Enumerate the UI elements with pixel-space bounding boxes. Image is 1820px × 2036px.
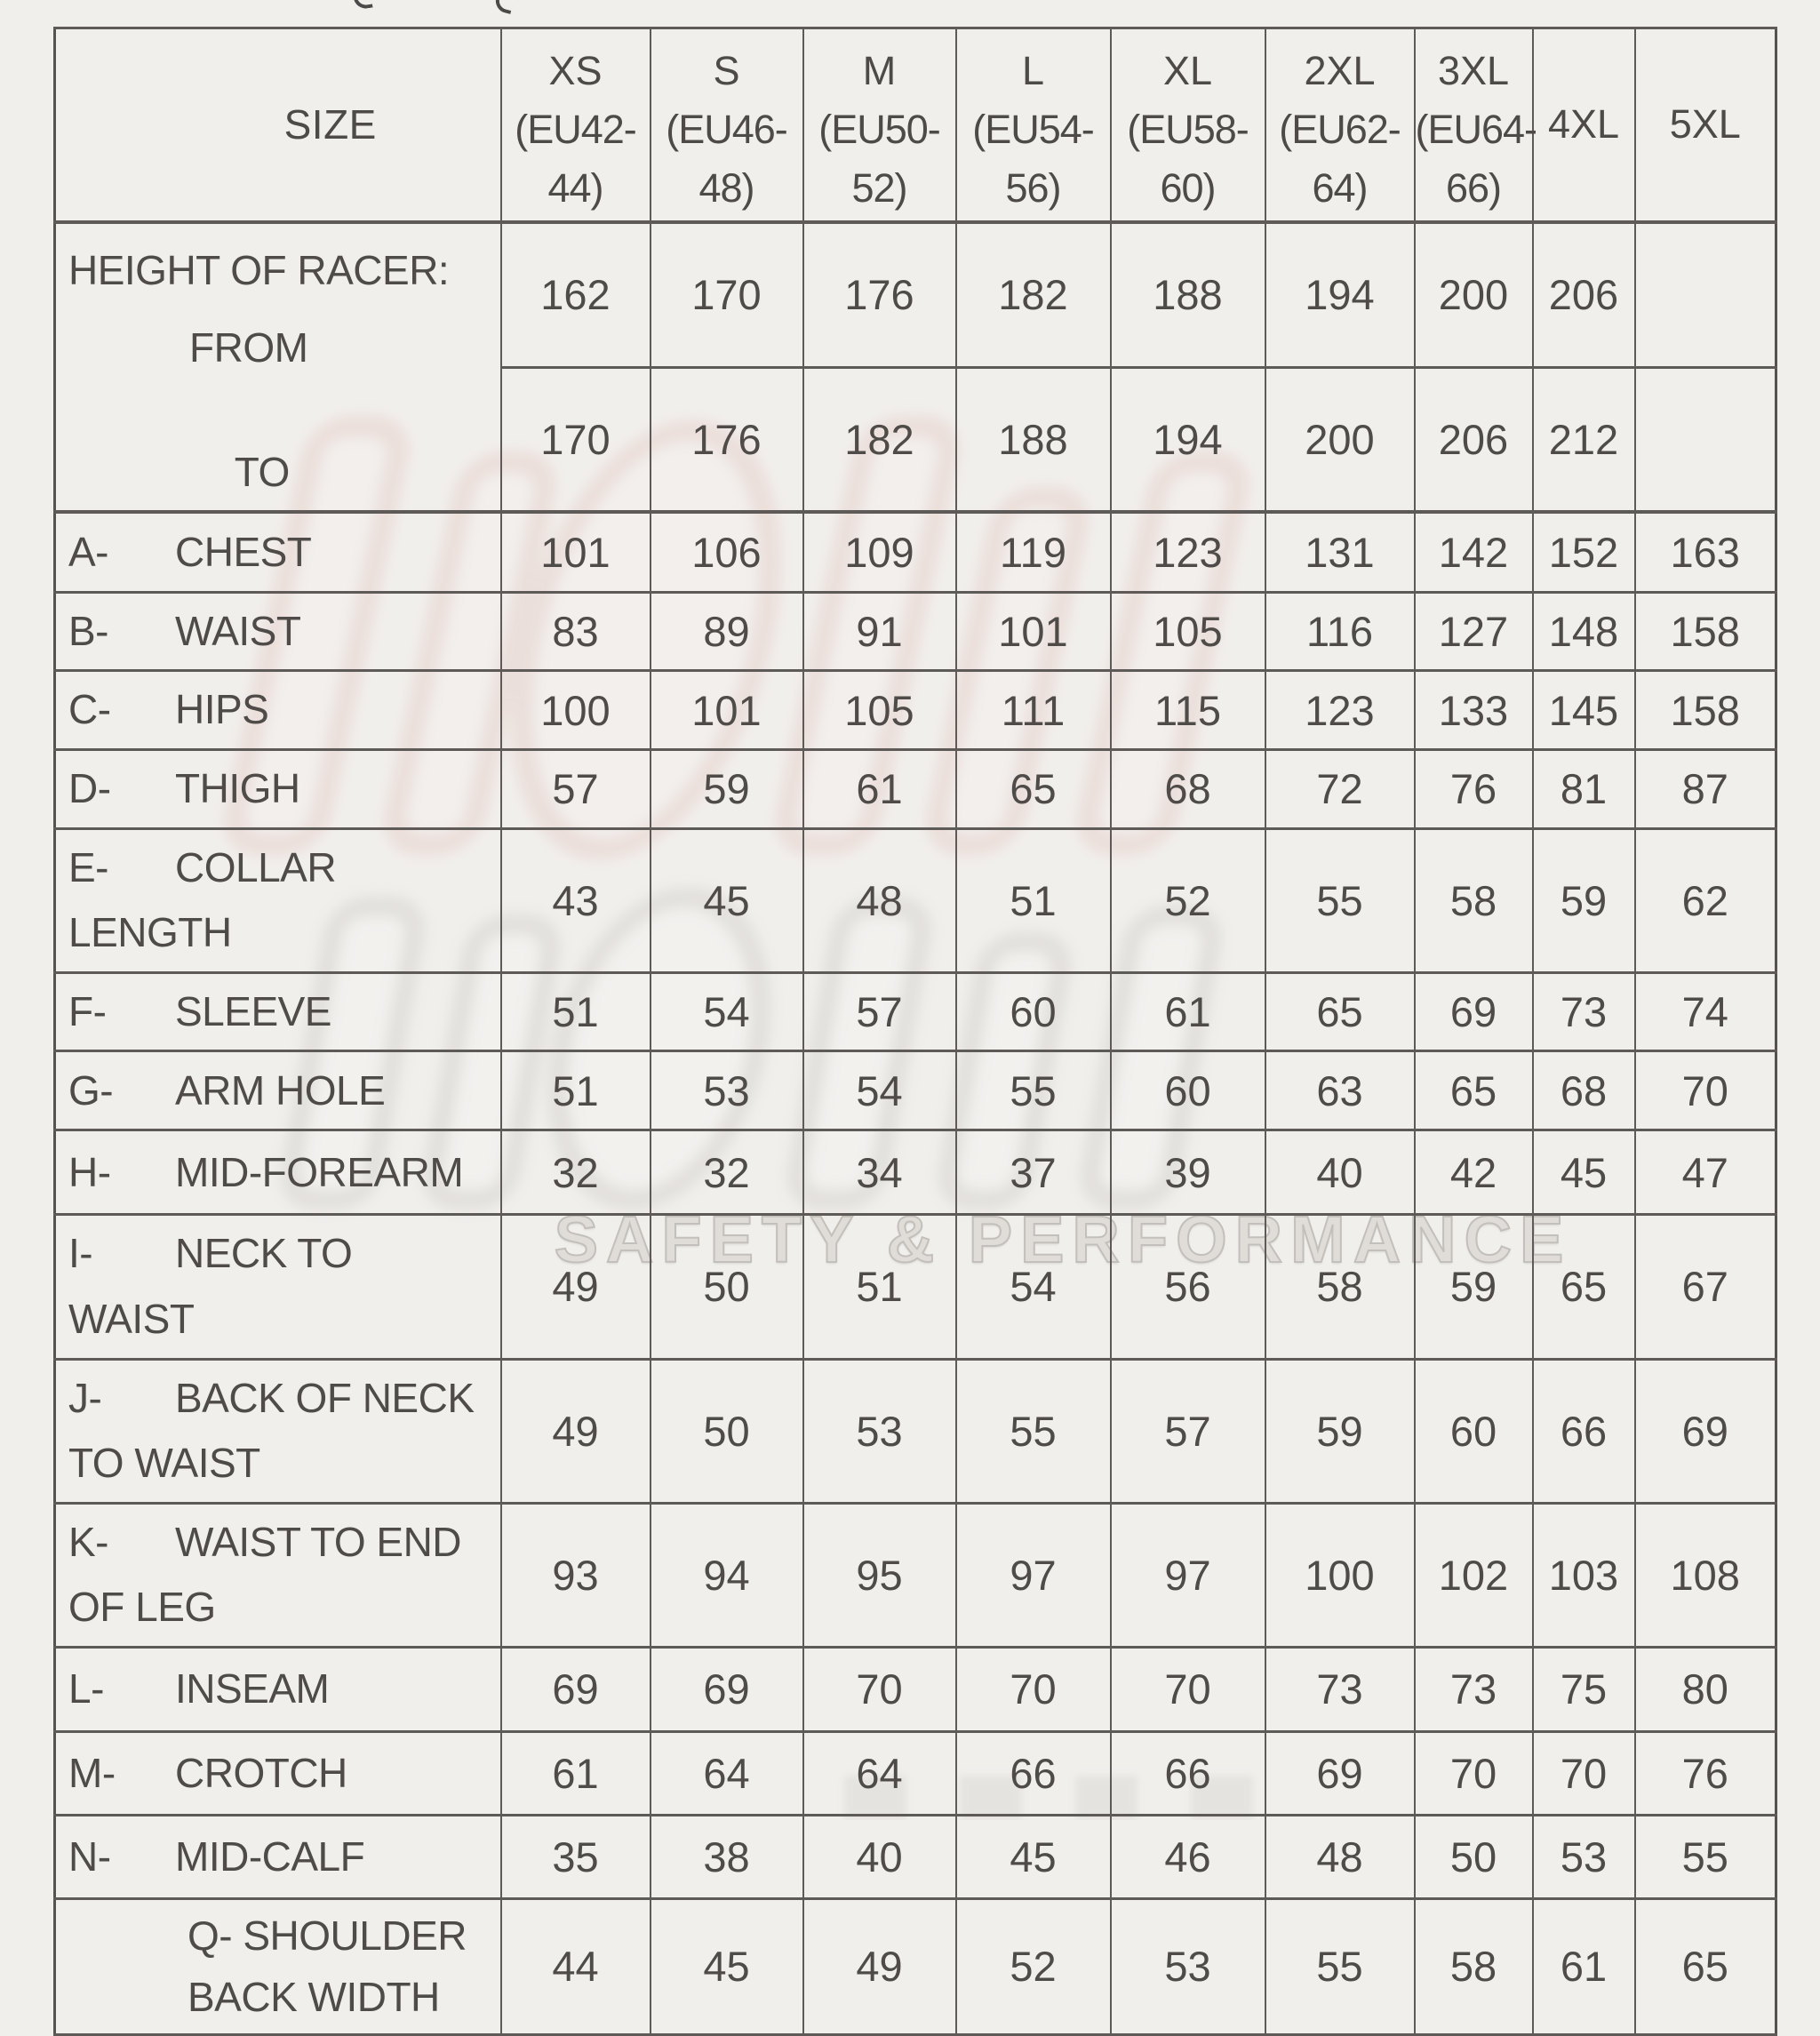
value-cell-neck-to-waist-xs: 49 bbox=[501, 1215, 651, 1359]
measurement-row-thigh bbox=[55, 749, 1776, 828]
column-header-eu-range: (EU62- bbox=[1279, 107, 1401, 152]
value-cell-inseam-s: 69 bbox=[651, 1647, 803, 1731]
measurement-row-waist bbox=[55, 592, 1776, 671]
row-label-text: MID-FOREARM bbox=[175, 1148, 464, 1195]
value-cell-crotch-xs: 61 bbox=[501, 1731, 651, 1815]
value-cell-back-of-neck-to-waist-2xl: 59 bbox=[1265, 1359, 1415, 1503]
value-cell-hips-2xl: 123 bbox=[1265, 671, 1415, 750]
value-cell-hips-3xl: 133 bbox=[1415, 671, 1533, 750]
value-cell-mid-calf-3xl: 50 bbox=[1415, 1815, 1533, 1898]
measurement-row-mid-calf bbox=[55, 1815, 1776, 1898]
value-cell-sleeve-xl: 61 bbox=[1111, 972, 1265, 1051]
column-header-label: 5XL bbox=[1669, 101, 1741, 148]
value-cell-hips-4xl: 145 bbox=[1533, 671, 1635, 750]
value-cell-neck-to-waist-xl: 56 bbox=[1111, 1215, 1265, 1359]
value-cell-height-to-2xl: 200 bbox=[1265, 368, 1415, 513]
measurement-row-crotch bbox=[55, 1731, 1776, 1815]
row-label-text: ARM HOLE bbox=[175, 1066, 386, 1114]
column-header-label: 2XL bbox=[1304, 48, 1376, 93]
value-cell-back-of-neck-to-waist-3xl: 60 bbox=[1415, 1359, 1533, 1503]
value-cell-chest-xs: 101 bbox=[501, 512, 651, 592]
value-cell-arm-hole-m: 54 bbox=[803, 1051, 956, 1130]
row-label-text: MID-CALF bbox=[175, 1832, 365, 1880]
value-cell-mid-forearm-2xl: 40 bbox=[1265, 1130, 1415, 1215]
value-cell-waist-to-end-of-leg-xs: 93 bbox=[501, 1503, 651, 1647]
value-cell-mid-calf-5xl: 55 bbox=[1635, 1815, 1776, 1898]
column-header-eu-range: (EU50- bbox=[818, 107, 940, 152]
value-cell-collar-length-l: 51 bbox=[956, 828, 1111, 972]
value-cell-q-shoulder-back-width-s: 45 bbox=[651, 1898, 803, 2034]
row-label-arm-hole bbox=[55, 1051, 501, 1130]
row-label-prefix: L- bbox=[68, 1665, 104, 1713]
row-label-mid-forearm bbox=[55, 1130, 501, 1215]
column-header-xl bbox=[1111, 28, 1265, 222]
value-cell-waist-to-end-of-leg-m: 95 bbox=[803, 1503, 956, 1647]
value-cell-height-to-xs: 170 bbox=[501, 368, 651, 513]
value-cell-back-of-neck-to-waist-m: 53 bbox=[803, 1359, 956, 1503]
value-cell-sleeve-4xl: 73 bbox=[1533, 972, 1635, 1051]
value-cell-back-of-neck-to-waist-4xl: 66 bbox=[1533, 1359, 1635, 1503]
column-header-eu-range: (EU46- bbox=[666, 107, 787, 152]
header-row bbox=[55, 28, 1776, 222]
row-label-text: THIGH bbox=[175, 764, 300, 811]
value-cell-hips-m: 105 bbox=[803, 671, 956, 750]
value-cell-arm-hole-l: 55 bbox=[956, 1051, 1111, 1130]
column-header-2xl bbox=[1265, 28, 1415, 222]
value-cell-collar-length-xs: 43 bbox=[501, 828, 651, 972]
value-cell-crotch-3xl: 70 bbox=[1415, 1731, 1533, 1815]
row-label-prefix: J- bbox=[68, 1374, 102, 1421]
row-label-collar-length bbox=[55, 828, 501, 972]
value-cell-collar-length-xl: 52 bbox=[1111, 828, 1265, 972]
value-cell-hips-xl: 115 bbox=[1111, 671, 1265, 750]
value-cell-height-from-xs: 162 bbox=[501, 222, 651, 368]
value-cell-back-of-neck-to-waist-l: 55 bbox=[956, 1359, 1111, 1503]
value-cell-inseam-l: 70 bbox=[956, 1647, 1111, 1731]
row-label-text: BACK OF NECK TO WAIST bbox=[68, 1374, 475, 1487]
value-cell-crotch-5xl: 76 bbox=[1635, 1731, 1776, 1815]
column-header-label: XS bbox=[548, 48, 603, 93]
row-label-prefix: G- bbox=[68, 1066, 114, 1114]
value-cell-collar-length-m: 48 bbox=[803, 828, 956, 972]
height-row-title: HEIGHT OF RACER: bbox=[68, 246, 450, 293]
column-header-eu-range: 48) bbox=[698, 165, 754, 211]
value-cell-mid-calf-m: 40 bbox=[803, 1815, 956, 1898]
value-cell-waist-to-end-of-leg-3xl: 102 bbox=[1415, 1503, 1533, 1647]
value-cell-collar-length-5xl: 62 bbox=[1635, 828, 1776, 972]
row-label-text: Q- SHOULDER BACK WIDTH bbox=[188, 1912, 467, 2020]
column-header-eu-range: 44) bbox=[547, 165, 603, 211]
value-cell-thigh-4xl: 81 bbox=[1533, 749, 1635, 828]
column-header-m bbox=[803, 28, 956, 222]
value-cell-thigh-3xl: 76 bbox=[1415, 749, 1533, 828]
value-cell-sleeve-2xl: 65 bbox=[1265, 972, 1415, 1051]
value-cell-hips-l: 111 bbox=[956, 671, 1111, 750]
row-label-text: SLEEVE bbox=[175, 987, 331, 1034]
column-header-xs bbox=[501, 28, 651, 222]
value-cell-hips-5xl: 158 bbox=[1635, 671, 1776, 750]
column-header-label: M bbox=[862, 48, 897, 93]
column-header-3xl bbox=[1415, 28, 1537, 222]
height-row-to-label: TO bbox=[234, 448, 290, 495]
row-label-prefix: C- bbox=[68, 686, 111, 733]
value-cell-thigh-s: 59 bbox=[651, 749, 803, 828]
value-cell-height-from-l: 182 bbox=[956, 222, 1111, 368]
value-cell-neck-to-waist-4xl: 65 bbox=[1533, 1215, 1635, 1359]
value-cell-waist-to-end-of-leg-s: 94 bbox=[651, 1503, 803, 1647]
value-cell-chest-xl: 123 bbox=[1111, 512, 1265, 592]
value-cell-crotch-xl: 66 bbox=[1111, 1731, 1265, 1815]
column-header-5xl bbox=[1635, 28, 1776, 222]
value-cell-height-from-s: 170 bbox=[651, 222, 803, 368]
row-label-text: WAIST bbox=[175, 607, 301, 654]
row-label-prefix: M- bbox=[68, 1749, 116, 1796]
value-cell-mid-forearm-xs: 32 bbox=[501, 1130, 651, 1215]
cropped-glyph-descender bbox=[352, 0, 372, 10]
row-label-sleeve bbox=[55, 972, 501, 1051]
row-label-mid-calf bbox=[55, 1815, 501, 1898]
row-label-prefix: K- bbox=[68, 1518, 108, 1565]
value-cell-waist-m: 91 bbox=[803, 592, 956, 671]
value-cell-arm-hole-5xl: 70 bbox=[1635, 1051, 1776, 1130]
value-cell-waist-to-end-of-leg-5xl: 108 bbox=[1635, 1503, 1776, 1647]
value-cell-hips-xs: 100 bbox=[501, 671, 651, 750]
value-cell-neck-to-waist-s: 50 bbox=[651, 1215, 803, 1359]
value-cell-chest-4xl: 152 bbox=[1533, 512, 1635, 592]
value-cell-hips-s: 101 bbox=[651, 671, 803, 750]
column-header-eu-range: (EU42- bbox=[515, 107, 636, 152]
measurement-row-hips bbox=[55, 671, 1776, 750]
measurement-row-back-of-neck-to-waist bbox=[55, 1359, 1776, 1503]
row-label-prefix: B- bbox=[68, 607, 108, 654]
measurement-row-arm-hole bbox=[55, 1051, 1776, 1130]
value-cell-waist-xl: 105 bbox=[1111, 592, 1265, 671]
row-label-waist bbox=[55, 592, 501, 671]
row-label-chest bbox=[55, 512, 501, 592]
height-from-row bbox=[55, 222, 1776, 368]
value-cell-back-of-neck-to-waist-5xl: 69 bbox=[1635, 1359, 1776, 1503]
value-cell-chest-3xl: 142 bbox=[1415, 512, 1533, 592]
row-label-waist-to-end-of-leg bbox=[55, 1503, 501, 1647]
value-cell-q-shoulder-back-width-l: 52 bbox=[956, 1898, 1111, 2034]
value-cell-height-to-l: 188 bbox=[956, 368, 1111, 513]
row-label-text: NECK TO WAIST bbox=[68, 1230, 353, 1342]
column-header-eu-range: 66) bbox=[1445, 165, 1502, 211]
value-cell-arm-hole-4xl: 68 bbox=[1533, 1051, 1635, 1130]
value-cell-height-from-5xl bbox=[1635, 222, 1776, 368]
column-header-label: XL bbox=[1162, 48, 1213, 93]
value-cell-inseam-xl: 70 bbox=[1111, 1647, 1265, 1731]
value-cell-neck-to-waist-2xl: 58 bbox=[1265, 1215, 1415, 1359]
column-header-label: S bbox=[713, 48, 740, 93]
value-cell-height-from-3xl: 200 bbox=[1415, 222, 1533, 368]
value-cell-crotch-2xl: 69 bbox=[1265, 1731, 1415, 1815]
value-cell-waist-2xl: 116 bbox=[1265, 592, 1415, 671]
value-cell-waist-3xl: 127 bbox=[1415, 592, 1533, 671]
value-cell-mid-calf-l: 45 bbox=[956, 1815, 1111, 1898]
value-cell-thigh-5xl: 87 bbox=[1635, 749, 1776, 828]
row-label-prefix: D- bbox=[68, 764, 111, 811]
row-label-height-of-racer bbox=[55, 222, 501, 513]
value-cell-q-shoulder-back-width-5xl: 65 bbox=[1635, 1898, 1776, 2034]
value-cell-height-from-xl: 188 bbox=[1111, 222, 1265, 368]
value-cell-back-of-neck-to-waist-xl: 57 bbox=[1111, 1359, 1265, 1503]
column-header-eu-range: (EU58- bbox=[1127, 107, 1249, 152]
value-cell-inseam-m: 70 bbox=[803, 1647, 956, 1731]
row-label-text: HIPS bbox=[175, 686, 269, 733]
row-label-prefix: E- bbox=[68, 843, 108, 890]
measurement-row-sleeve bbox=[55, 972, 1776, 1051]
row-label-text: CROTCH bbox=[175, 1749, 347, 1796]
column-header-s bbox=[651, 28, 803, 222]
measurement-row-waist-to-end-of-leg bbox=[55, 1503, 1776, 1647]
row-label-prefix: N- bbox=[68, 1832, 111, 1880]
row-label-prefix: F- bbox=[68, 987, 107, 1034]
row-label-hips bbox=[55, 671, 501, 750]
height-label-wrap bbox=[68, 229, 483, 506]
value-cell-waist-xs: 83 bbox=[501, 592, 651, 671]
value-cell-q-shoulder-back-width-4xl: 61 bbox=[1533, 1898, 1635, 2034]
value-cell-height-to-s: 176 bbox=[651, 368, 803, 513]
value-cell-height-to-5xl bbox=[1635, 368, 1776, 513]
row-label-prefix: H- bbox=[68, 1148, 111, 1195]
value-cell-crotch-l: 66 bbox=[956, 1731, 1111, 1815]
value-cell-thigh-l: 65 bbox=[956, 749, 1111, 828]
value-cell-height-to-xl: 194 bbox=[1111, 368, 1265, 513]
value-cell-arm-hole-xs: 51 bbox=[501, 1051, 651, 1130]
value-cell-collar-length-4xl: 59 bbox=[1533, 828, 1635, 972]
value-cell-back-of-neck-to-waist-s: 50 bbox=[651, 1359, 803, 1503]
value-cell-waist-s: 89 bbox=[651, 592, 803, 671]
value-cell-neck-to-waist-m: 51 bbox=[803, 1215, 956, 1359]
value-cell-waist-l: 101 bbox=[956, 592, 1111, 671]
value-cell-waist-to-end-of-leg-4xl: 103 bbox=[1533, 1503, 1635, 1647]
value-cell-mid-calf-2xl: 48 bbox=[1265, 1815, 1415, 1898]
row-label-text: INSEAM bbox=[175, 1665, 330, 1713]
value-cell-mid-forearm-xl: 39 bbox=[1111, 1130, 1265, 1215]
measurement-row-mid-forearm bbox=[55, 1130, 1776, 1215]
size-chart-table bbox=[53, 27, 1777, 2036]
measurement-row-chest bbox=[55, 512, 1776, 592]
value-cell-inseam-xs: 69 bbox=[501, 1647, 651, 1731]
measurement-row-inseam bbox=[55, 1647, 1776, 1731]
value-cell-chest-l: 119 bbox=[956, 512, 1111, 592]
value-cell-mid-calf-s: 38 bbox=[651, 1815, 803, 1898]
column-header-eu-range: (EU54- bbox=[972, 107, 1094, 152]
value-cell-sleeve-l: 60 bbox=[956, 972, 1111, 1051]
column-header-l bbox=[956, 28, 1111, 222]
column-header-eu-range: (EU64- bbox=[1415, 107, 1537, 152]
value-cell-thigh-2xl: 72 bbox=[1265, 749, 1415, 828]
value-cell-height-to-3xl: 206 bbox=[1415, 368, 1533, 513]
column-header-label: L bbox=[1021, 48, 1045, 93]
value-cell-sleeve-3xl: 69 bbox=[1415, 972, 1533, 1051]
value-cell-q-shoulder-back-width-xl: 53 bbox=[1111, 1898, 1265, 2034]
value-cell-neck-to-waist-3xl: 59 bbox=[1415, 1215, 1533, 1359]
value-cell-collar-length-s: 45 bbox=[651, 828, 803, 972]
measurement-row-q-shoulder-back-width bbox=[55, 1898, 1776, 2034]
column-header-eu-range: 60) bbox=[1160, 165, 1216, 211]
value-cell-chest-s: 106 bbox=[651, 512, 803, 592]
value-cell-waist-to-end-of-leg-xl: 97 bbox=[1111, 1503, 1265, 1647]
value-cell-crotch-s: 64 bbox=[651, 1731, 803, 1815]
row-label-prefix: I- bbox=[68, 1230, 93, 1277]
value-cell-inseam-2xl: 73 bbox=[1265, 1647, 1415, 1731]
value-cell-inseam-5xl: 80 bbox=[1635, 1647, 1776, 1731]
measurement-row-collar-length bbox=[55, 828, 1776, 972]
watermark-tagline: SAFETY & PERFORMANCE bbox=[554, 1202, 1572, 1276]
value-cell-chest-5xl: 163 bbox=[1635, 512, 1776, 592]
value-cell-arm-hole-3xl: 65 bbox=[1415, 1051, 1533, 1130]
value-cell-collar-length-2xl: 55 bbox=[1265, 828, 1415, 972]
row-label-text: COLLAR LENGTH bbox=[68, 843, 337, 956]
value-cell-crotch-4xl: 70 bbox=[1533, 1731, 1635, 1815]
row-label-crotch bbox=[55, 1731, 501, 1815]
value-cell-height-from-4xl: 206 bbox=[1533, 222, 1635, 368]
value-cell-thigh-xl: 68 bbox=[1111, 749, 1265, 828]
value-cell-waist-to-end-of-leg-l: 97 bbox=[956, 1503, 1111, 1647]
value-cell-q-shoulder-back-width-3xl: 58 bbox=[1415, 1898, 1533, 2034]
value-cell-chest-2xl: 131 bbox=[1265, 512, 1415, 592]
value-cell-arm-hole-2xl: 63 bbox=[1265, 1051, 1415, 1130]
value-cell-mid-calf-4xl: 53 bbox=[1533, 1815, 1635, 1898]
measurement-row-neck-to-waist bbox=[55, 1215, 1776, 1359]
value-cell-height-from-2xl: 194 bbox=[1265, 222, 1415, 368]
value-cell-waist-to-end-of-leg-2xl: 100 bbox=[1265, 1503, 1415, 1647]
row-label-text: WAIST TO END OF LEG bbox=[68, 1518, 462, 1631]
value-cell-neck-to-waist-5xl: 67 bbox=[1635, 1215, 1776, 1359]
value-cell-mid-forearm-s: 32 bbox=[651, 1130, 803, 1215]
row-label-prefix: A- bbox=[68, 528, 108, 575]
row-label-text: CHEST bbox=[175, 528, 312, 575]
value-cell-height-from-m: 176 bbox=[803, 222, 956, 368]
value-cell-inseam-3xl: 73 bbox=[1415, 1647, 1533, 1731]
value-cell-thigh-m: 61 bbox=[803, 749, 956, 828]
value-cell-mid-calf-xs: 35 bbox=[501, 1815, 651, 1898]
column-header-eu-range: 52) bbox=[851, 165, 907, 211]
value-cell-arm-hole-xl: 60 bbox=[1111, 1051, 1265, 1130]
value-cell-neck-to-waist-l: 54 bbox=[956, 1215, 1111, 1359]
value-cell-chest-m: 109 bbox=[803, 512, 956, 592]
value-cell-height-to-m: 182 bbox=[803, 368, 956, 513]
value-cell-sleeve-5xl: 74 bbox=[1635, 972, 1776, 1051]
value-cell-q-shoulder-back-width-2xl: 55 bbox=[1265, 1898, 1415, 2034]
value-cell-sleeve-m: 57 bbox=[803, 972, 956, 1051]
value-cell-thigh-xs: 57 bbox=[501, 749, 651, 828]
value-cell-sleeve-xs: 51 bbox=[501, 972, 651, 1051]
value-cell-collar-length-3xl: 58 bbox=[1415, 828, 1533, 972]
row-label-q-shoulder-back-width bbox=[55, 1898, 501, 2034]
cropped-top-text-fragment bbox=[354, 0, 585, 11]
row-label-back-of-neck-to-waist bbox=[55, 1359, 501, 1503]
column-header-eu-range: 56) bbox=[1005, 165, 1061, 211]
value-cell-crotch-m: 64 bbox=[803, 1731, 956, 1815]
value-cell-mid-forearm-4xl: 45 bbox=[1533, 1130, 1635, 1215]
value-cell-mid-calf-xl: 46 bbox=[1111, 1815, 1265, 1898]
value-cell-mid-forearm-5xl: 47 bbox=[1635, 1130, 1776, 1215]
value-cell-mid-forearm-3xl: 42 bbox=[1415, 1130, 1533, 1215]
column-header-4xl bbox=[1533, 28, 1635, 222]
row-label-neck-to-waist bbox=[55, 1215, 501, 1359]
value-cell-q-shoulder-back-width-xs: 44 bbox=[501, 1898, 651, 2034]
value-cell-mid-forearm-l: 37 bbox=[956, 1130, 1111, 1215]
value-cell-arm-hole-s: 53 bbox=[651, 1051, 803, 1130]
value-cell-back-of-neck-to-waist-xs: 49 bbox=[501, 1359, 651, 1503]
size-column-header: SIZE bbox=[55, 28, 501, 222]
value-cell-mid-forearm-m: 34 bbox=[803, 1130, 956, 1215]
value-cell-waist-5xl: 158 bbox=[1635, 592, 1776, 671]
height-row-from-label: FROM bbox=[189, 324, 308, 371]
value-cell-waist-4xl: 148 bbox=[1533, 592, 1635, 671]
row-label-inseam bbox=[55, 1647, 501, 1731]
row-label-thigh bbox=[55, 749, 501, 828]
value-cell-height-to-4xl: 212 bbox=[1533, 368, 1635, 513]
value-cell-sleeve-s: 54 bbox=[651, 972, 803, 1051]
value-cell-inseam-4xl: 75 bbox=[1533, 1647, 1635, 1731]
column-header-eu-range: 64) bbox=[1312, 165, 1368, 211]
value-cell-q-shoulder-back-width-m: 49 bbox=[803, 1898, 956, 2034]
column-header-label: 3XL bbox=[1437, 48, 1510, 93]
column-header-label: 4XL bbox=[1547, 101, 1620, 148]
